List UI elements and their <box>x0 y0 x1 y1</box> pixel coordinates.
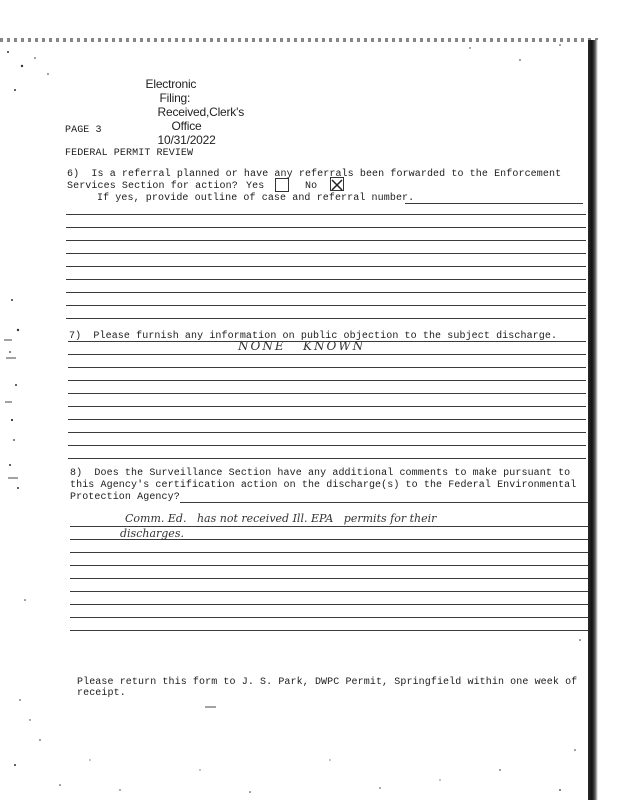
footer-line2: receipt. <box>77 688 126 699</box>
q6-yes-label: Yes <box>246 181 265 192</box>
q6-no-label: No <box>305 181 318 192</box>
stamp-filing: Filing: <box>159 91 191 105</box>
q8-handwritten-answer-line1: Comm. Ed. has not received Ill. EPA permits for their <box>125 512 437 525</box>
stamp-electronic: Electronic <box>145 77 197 91</box>
q6-yes-checkbox <box>275 178 289 192</box>
q6-line2: Services Section for action? <box>67 181 238 192</box>
stamp-date: 10/31/2022 <box>157 133 216 147</box>
stamp-received: Received,Clerk's <box>157 105 245 119</box>
electronic-filing-stamp <box>133 63 244 161</box>
footer-line1: Please return this form to J. S. Park, DWPC Permit, Springfield within one week of <box>77 677 578 688</box>
q6-line3: If yes, provide outline of case and referral number. <box>97 193 415 204</box>
section-title: FEDERAL PERMIT REVIEW <box>65 148 194 159</box>
page-label: PAGE 3 <box>65 125 102 136</box>
q8-blank <box>180 502 588 503</box>
q6-blank <box>405 203 583 204</box>
q7-handwritten-answer: NONE KNOWN <box>238 339 366 353</box>
q6-line1: 6) Is a referral planned or have any referrals been forwarded to the Enforcement <box>67 169 562 180</box>
stamp-office: Office <box>171 119 202 133</box>
q7-text: 7) Please furnish any information on public objection to the subject discharge. <box>69 331 558 342</box>
q8-line3: Protection Agency? <box>70 492 180 503</box>
q8-line2: this Agency's certification action on the discharge(s) to the Federal Environmental <box>70 480 577 491</box>
q8-line1: 8) Does the Surveillance Section have any additional comments to make pursuant to <box>70 468 571 479</box>
check-x-mark-icon <box>331 179 343 191</box>
q8-handwritten-answer-line2: discharges. <box>120 527 184 540</box>
q6-no-checkbox <box>330 177 344 191</box>
